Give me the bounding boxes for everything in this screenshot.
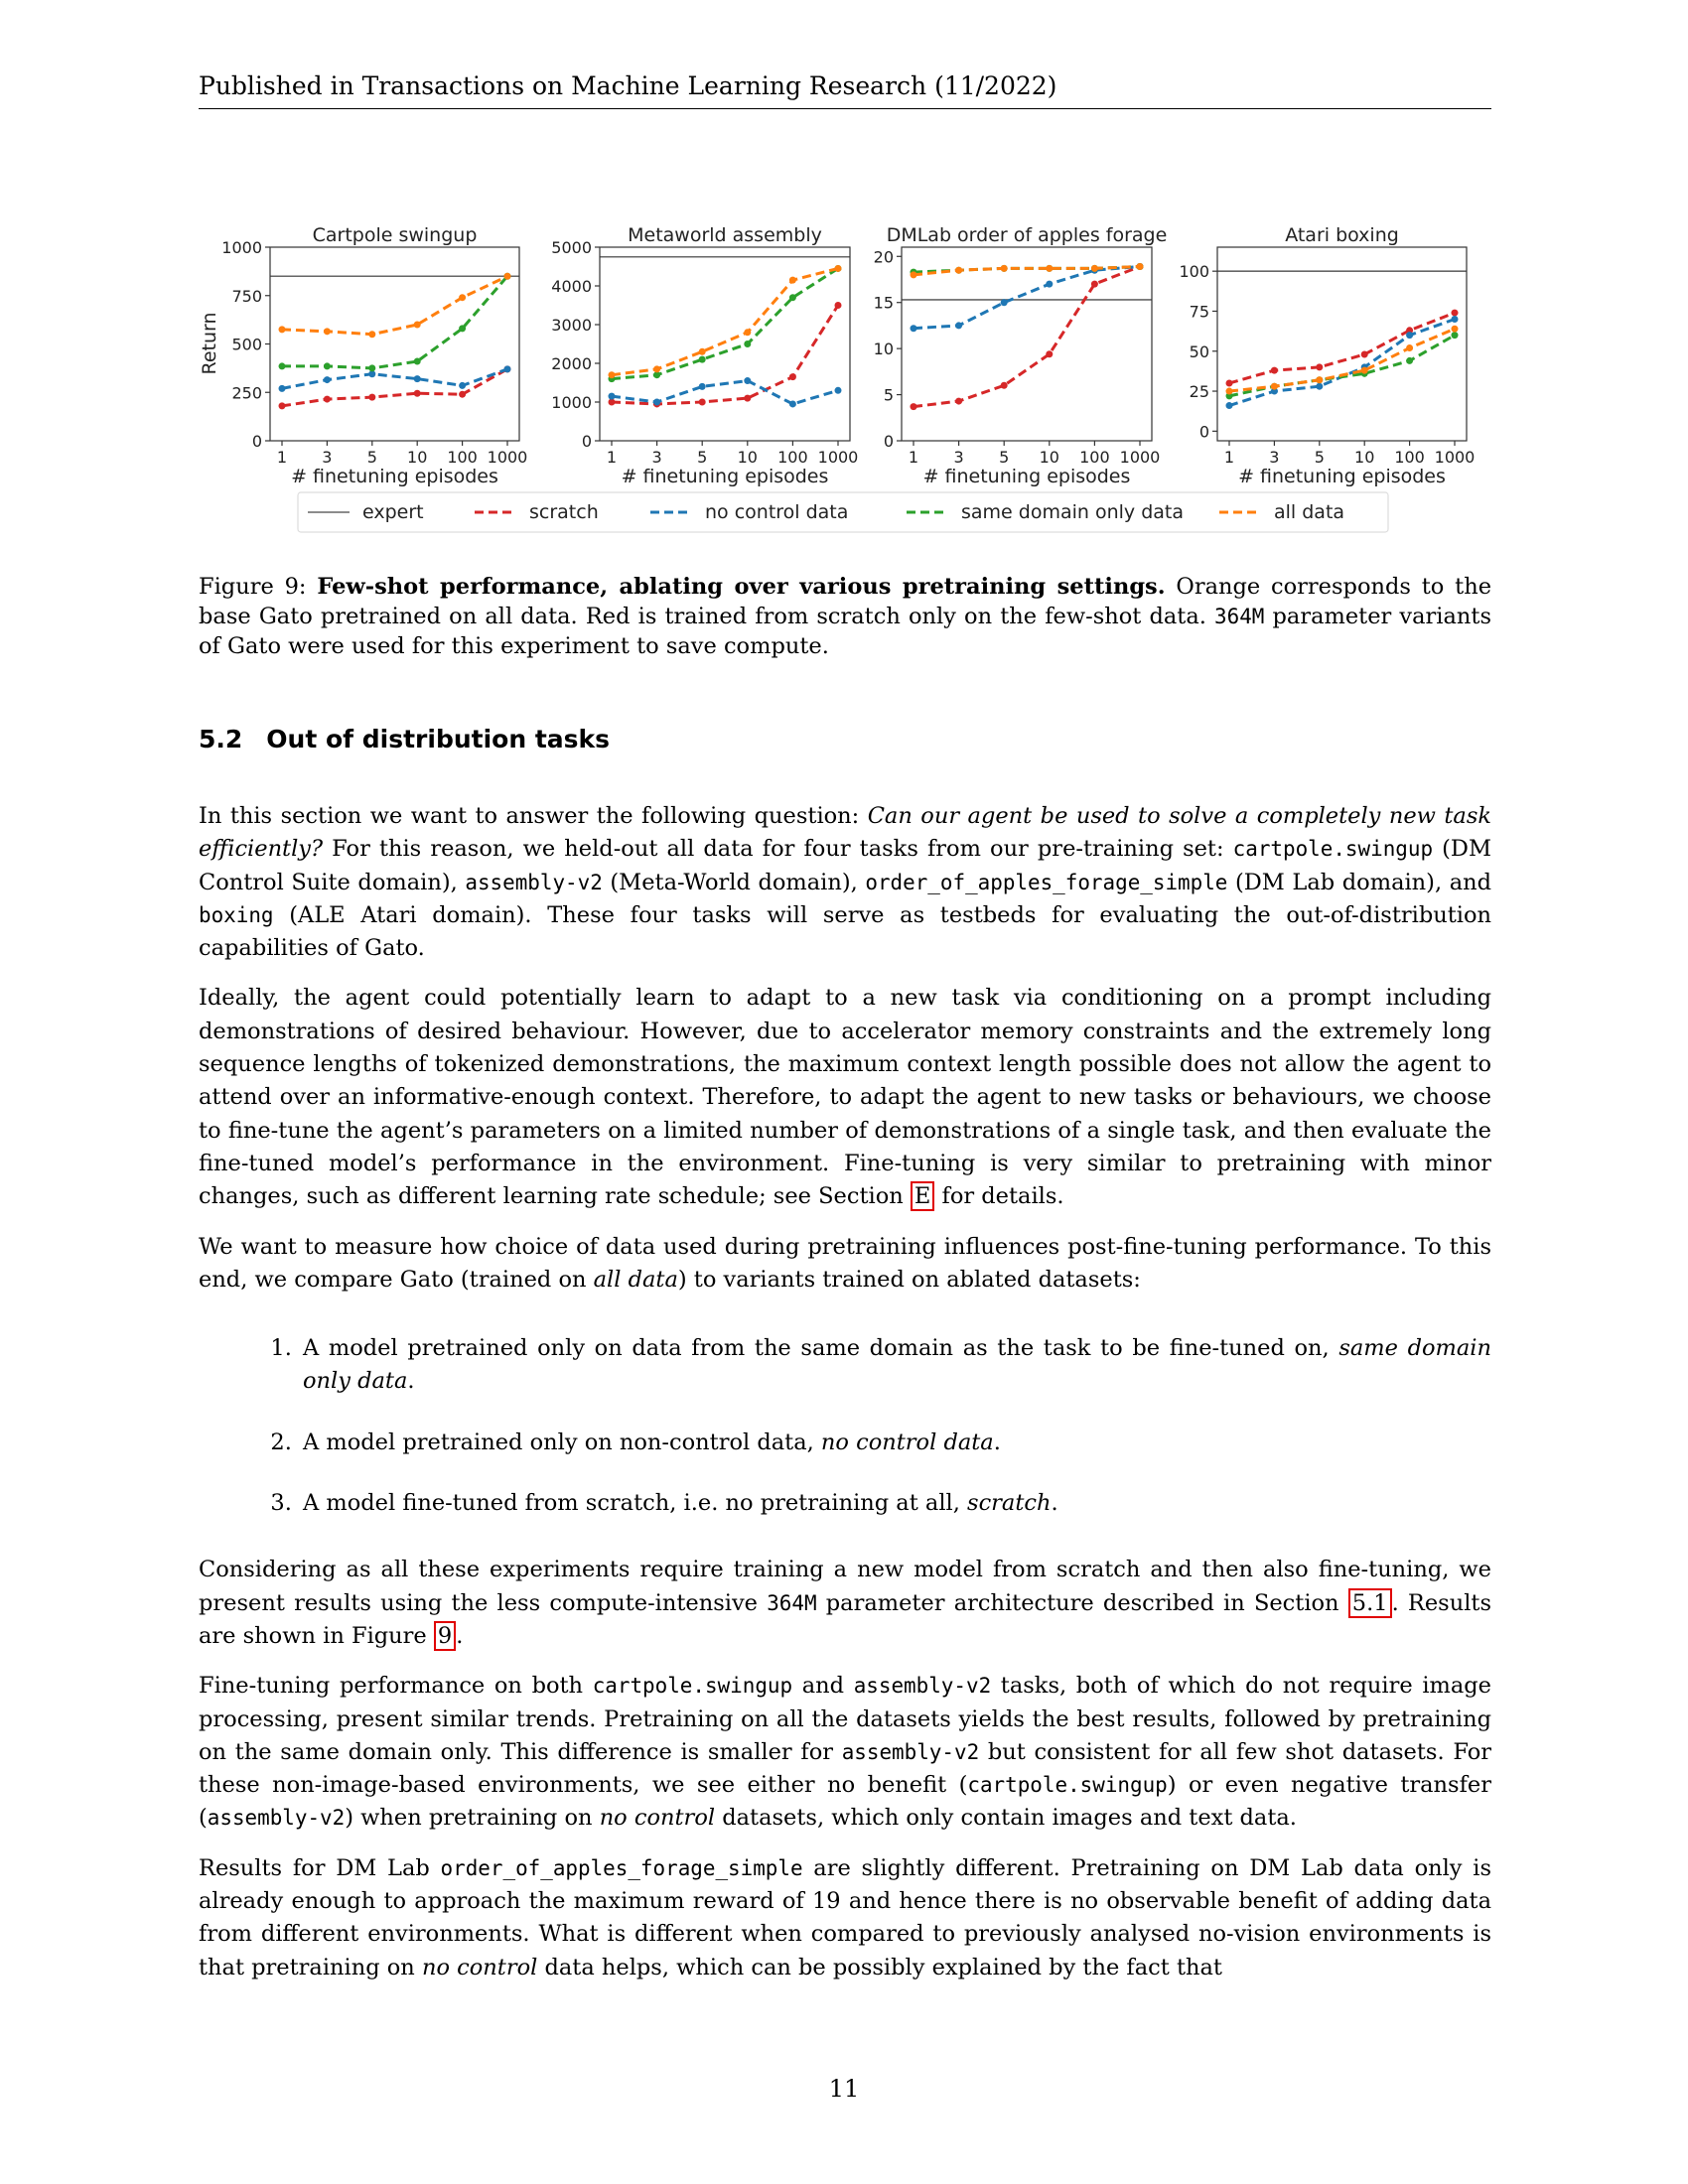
all-data-series-line <box>612 268 838 374</box>
y-tick-label: 0 <box>1198 422 1209 442</box>
y-tick-label: 0 <box>883 432 894 451</box>
no-control-series-line <box>282 369 507 389</box>
chart-title: Cartpole swingup <box>312 224 478 246</box>
no-control-point <box>414 375 421 382</box>
text: tasks, both of which do not require image processing, present similar trends. Pretraining on all the datasets yields the best results, followed by pretraining on the same domain only. This difference is smaller for <box>199 1673 1491 1765</box>
list-item <box>299 1427 1491 1459</box>
x-tick-label: 1000 <box>817 448 859 467</box>
caption-label: Figure 9: <box>199 574 307 600</box>
scratch-point <box>955 398 962 405</box>
x-axis-label: # finetuning episodes <box>1238 466 1446 487</box>
x-tick-label: 1000 <box>487 448 528 467</box>
all-data-point <box>1406 344 1413 351</box>
all-data-point <box>835 265 842 272</box>
y-tick-label: 3000 <box>551 316 592 335</box>
all-data-point <box>1091 265 1098 272</box>
text: . <box>407 1368 415 1395</box>
text: ) to variants trained on ablated datasets: <box>677 1266 1141 1293</box>
chart-title: Metaworld assembly <box>628 224 822 246</box>
scratch-point <box>699 399 706 406</box>
section-title: Out of distribution tasks <box>266 725 611 753</box>
scratch-point <box>1361 350 1368 357</box>
ablation-list <box>199 1332 1491 1520</box>
chart-title: Atari boxing <box>1285 224 1399 246</box>
text: Fine-tuning performance on both <box>199 1673 593 1700</box>
text: for details. <box>934 1183 1064 1210</box>
text: . <box>993 1429 1001 1455</box>
all-data-point <box>1226 388 1233 395</box>
no-control-point <box>1452 316 1459 323</box>
x-tick-label: 5 <box>697 448 708 467</box>
text: Results for DM Lab <box>199 1854 441 1881</box>
text: (ALE Atari domain). These four tasks will serve as testbeds for evaluating the out-of-distribution capabilities of Gato. <box>199 901 1491 962</box>
y-tick-label: 250 <box>231 383 262 403</box>
scratch-point <box>1271 367 1278 374</box>
body-text <box>199 800 1491 2001</box>
no-control-series-line <box>1229 320 1455 406</box>
code: cartpole.swingup <box>1232 837 1434 862</box>
y-tick-label: 15 <box>873 293 894 313</box>
same-domain-point <box>699 356 706 363</box>
text: data helps, which can be possibly explained by the fact that <box>537 1954 1222 1980</box>
scratch-point <box>1046 350 1053 357</box>
x-tick-label: 1 <box>1223 448 1235 467</box>
x-tick-label: 1000 <box>1434 448 1476 467</box>
text: We want to measure how choice of data used during pretraining influences post-fine-tuning performance. To this end, we compare Gato (trained on <box>199 1233 1491 1293</box>
x-tick-label: 10 <box>737 448 758 467</box>
text: . Results are shown in Figure <box>199 1589 1491 1649</box>
scratch-series-line <box>612 306 838 404</box>
caption-text: Orange corresponds to the base Gato pretrained on all data. Red is trained from scratch only on the few-shot data. <box>199 574 1492 629</box>
all-data-point <box>699 348 706 355</box>
x-tick-label: 3 <box>953 448 964 467</box>
no-control-point <box>789 400 796 407</box>
all-data-point <box>279 326 286 333</box>
text: A model pretrained only on non-control data, <box>303 1429 821 1455</box>
scratch-series-line <box>1229 313 1455 383</box>
paragraph <box>199 1670 1491 1835</box>
x-tick-label: 100 <box>777 448 808 467</box>
y-tick-label: 0 <box>581 432 592 451</box>
same-domain-point <box>789 294 796 301</box>
italic-text: no control <box>421 1954 538 1980</box>
italic-text: Can our agent be used to solve a completely new task efficiently? <box>199 803 1491 863</box>
text: and <box>792 1673 854 1700</box>
italic-text: scratch <box>967 1490 1052 1517</box>
scratch-series-line <box>282 369 507 406</box>
paragraph <box>199 1231 1491 1297</box>
scratch-point <box>1452 310 1459 317</box>
figure-link[interactable]: 9 <box>434 1621 456 1651</box>
same-domain-point <box>1452 332 1459 339</box>
all-data-point <box>459 294 466 301</box>
scratch-point <box>789 373 796 380</box>
all-data-series-line <box>282 276 507 335</box>
x-axis-label: # finetuning episodes <box>291 466 498 487</box>
code: assembly-v2 <box>853 1674 992 1699</box>
text: (DM Control Suite domain), <box>199 836 1491 895</box>
paragraph <box>199 1554 1491 1653</box>
y-tick-label: 50 <box>1189 341 1209 361</box>
text: A model fine-tuned from scratch, i.e. no pretraining at all, <box>303 1490 968 1517</box>
no-control-point <box>1316 383 1323 390</box>
y-tick-label: 10 <box>873 340 894 359</box>
code: 364M <box>767 1590 817 1615</box>
y-tick-label: 2000 <box>551 354 592 373</box>
same-domain-series-line <box>282 276 507 368</box>
paragraph <box>199 982 1491 1213</box>
section-link[interactable]: E <box>911 1181 934 1211</box>
legend-label-same-domain: same domain only data <box>961 501 1185 523</box>
all-data-point <box>1361 367 1368 374</box>
chart-title: DMLab order of apples forage <box>886 224 1168 246</box>
no-control-series-line <box>914 267 1140 329</box>
same-domain-series-line <box>612 268 838 378</box>
all-data-point <box>911 271 917 278</box>
caption-bold: Few-shot performance, ablating over various pretraining settings. <box>317 574 1166 600</box>
same-domain-point <box>744 341 751 347</box>
all-data-series-line <box>914 267 1140 275</box>
text: ) or even negative transfer ( <box>199 1772 1491 1832</box>
y-tick-label: 25 <box>1189 382 1209 402</box>
scratch-point <box>1001 382 1008 389</box>
no-control-point <box>835 387 842 394</box>
no-control-point <box>699 383 706 390</box>
y-tick-label: 500 <box>231 335 262 354</box>
same-domain-point <box>279 362 286 369</box>
code: assembly-v2 <box>841 1739 980 1764</box>
y-tick-label: 0 <box>251 432 262 451</box>
scratch-point <box>414 390 421 397</box>
y-axis-label: Return <box>199 312 220 375</box>
y-tick-label: 1000 <box>551 393 592 412</box>
code: order_of_apples_forage_simple <box>865 870 1228 894</box>
no-control-point <box>653 399 660 406</box>
no-control-point <box>324 376 331 383</box>
x-tick-label: 100 <box>1079 448 1110 467</box>
text: . <box>1051 1490 1058 1517</box>
list-item <box>299 1487 1491 1520</box>
caption-text: parameter variants of Gato were used for this experiment to save compute. <box>199 604 1491 659</box>
text: datasets, which only contain images and text data. <box>715 1805 1297 1832</box>
x-tick-label: 3 <box>651 448 662 467</box>
scratch-series-line <box>914 267 1140 407</box>
no-control-point <box>1226 402 1233 409</box>
all-data-point <box>1271 383 1278 390</box>
no-control-point <box>1001 299 1008 306</box>
no-control-point <box>1046 281 1053 288</box>
all-data-point <box>504 273 511 280</box>
section-heading <box>199 725 610 753</box>
page-number: 11 <box>828 2075 860 2103</box>
scratch-point <box>459 391 466 398</box>
y-tick-label: 100 <box>1179 262 1209 282</box>
text: parameter architecture described in Section <box>816 1589 1348 1616</box>
scratch-point <box>324 396 331 403</box>
y-tick-label: 75 <box>1189 302 1209 322</box>
text: are slightly different. Pretraining on DM Lab data only is already enough to approach the maximum reward of 19 and hence there is no observable benefit of adding data from different environments. What is different when compared to previously analysed no-vision environments is that pretraining on <box>199 1854 1491 1980</box>
x-tick-label: 5 <box>366 448 377 467</box>
text: (Meta-World domain), <box>602 869 866 895</box>
y-tick-label: 20 <box>873 247 894 267</box>
all-data-point <box>609 371 616 378</box>
scratch-point <box>368 394 375 401</box>
x-tick-label: 3 <box>1269 448 1280 467</box>
text: (DM Lab domain), and <box>1227 869 1492 895</box>
no-control-point <box>911 325 917 332</box>
italic-text: no control data <box>820 1429 994 1455</box>
all-data-point <box>653 365 660 372</box>
no-control-point <box>744 377 751 384</box>
section-link[interactable]: 5.1 <box>1348 1588 1392 1618</box>
figure-9-chart <box>194 220 1494 548</box>
code: order_of_apples_forage_simple <box>440 1855 803 1880</box>
no-control-point <box>609 393 616 400</box>
x-tick-label: 100 <box>1394 448 1425 467</box>
all-data-point <box>955 267 962 274</box>
italic-text: no control <box>599 1805 716 1832</box>
legend-label-all-data: all data <box>1274 501 1345 523</box>
x-tick-label: 10 <box>1039 448 1059 467</box>
text: For this reason, we held-out all data for four tasks from our pre-training set: <box>323 836 1233 863</box>
code: assembly-v2 <box>465 870 603 894</box>
no-control-point <box>459 382 466 389</box>
scratch-point <box>835 302 842 309</box>
paragraph <box>199 1852 1491 1984</box>
scratch-point <box>1226 379 1233 386</box>
scratch-point <box>744 395 751 402</box>
y-tick-label: 5000 <box>551 238 592 257</box>
code: cartpole.swingup <box>592 1674 793 1699</box>
same-domain-point <box>414 358 421 365</box>
x-axis-label: # finetuning episodes <box>621 466 829 487</box>
code: cartpole.swingup <box>967 1773 1168 1798</box>
text: In this section we want to answer the following question: <box>199 803 868 829</box>
all-data-point <box>1137 263 1144 270</box>
same-domain-point <box>368 364 375 371</box>
y-tick-label: 1000 <box>221 238 262 257</box>
code: assembly-v2 <box>207 1806 346 1831</box>
no-control-point <box>504 365 511 372</box>
all-data-point <box>1001 265 1008 272</box>
all-data-point <box>1316 376 1323 383</box>
x-tick-label: 10 <box>1354 448 1375 467</box>
x-tick-label: 10 <box>407 448 428 467</box>
all-data-point <box>368 331 375 338</box>
y-tick-label: 4000 <box>551 277 592 296</box>
scratch-point <box>279 402 286 409</box>
x-tick-label: 5 <box>1314 448 1325 467</box>
running-header: Published in Transactions on Machine Learning Research (11/2022) <box>199 71 1057 100</box>
legend-label-expert: expert <box>362 501 424 523</box>
all-data-point <box>789 277 796 284</box>
x-tick-label: 1 <box>908 448 919 467</box>
legend-label-scratch: scratch <box>529 501 599 523</box>
no-control-point <box>955 322 962 329</box>
all-data-point <box>1046 265 1053 272</box>
scratch-point <box>1091 281 1098 288</box>
code: boxing <box>199 902 274 927</box>
no-control-point <box>279 385 286 392</box>
same-domain-point <box>324 362 331 369</box>
same-domain-point <box>1406 357 1413 364</box>
list-item <box>299 1332 1491 1399</box>
x-tick-label: 5 <box>999 448 1010 467</box>
caption-code: 364M <box>1214 605 1265 628</box>
x-axis-label: # finetuning episodes <box>922 466 1131 487</box>
text: ) when pretraining on <box>345 1805 600 1832</box>
text: Ideally, the agent could potentially learn to adapt to a new task via conditioning on a prompt including demonstrations of desired behaviour. However, due to accelerator memory constraints and the extremely long sequence lengths of tokenized demonstrations, the maximum context length possible does not allow the agent to attend over an informative-enough context. Therefore, to adapt the agent to new tasks or behaviours, we choose to fine-tune the agent’s parameters on a limited number of demonstrations of a single task, and then evaluate the fine-tuned model’s performance in the environment. Fine-tuning is very similar to pretraining with minor changes, such as different learning rate schedule; see Section <box>199 985 1491 1210</box>
header-rule <box>199 108 1491 109</box>
no-control-point <box>1406 332 1413 339</box>
section-number: 5.2 <box>199 725 243 753</box>
plot-frame <box>1217 247 1467 441</box>
figure-9 <box>194 220 1494 548</box>
text: but consistent for all few shot datasets. For these non-image-based environments, we see either no benefit ( <box>199 1738 1491 1799</box>
x-tick-label: 100 <box>447 448 478 467</box>
all-data-point <box>1452 326 1459 333</box>
paragraph <box>199 800 1491 965</box>
italic-text: same domain only data <box>303 1335 1491 1395</box>
y-tick-label: 750 <box>231 286 262 306</box>
legend-label-no-control: no control data <box>705 501 849 523</box>
italic-text: all data <box>593 1266 678 1293</box>
scratch-point <box>1316 363 1323 370</box>
all-data-point <box>324 328 331 335</box>
scratch-point <box>911 403 917 410</box>
x-tick-label: 1 <box>606 448 618 467</box>
same-domain-point <box>459 325 466 332</box>
y-tick-label: 5 <box>883 385 894 405</box>
x-tick-label: 1000 <box>1119 448 1161 467</box>
x-tick-label: 3 <box>322 448 333 467</box>
x-tick-label: 1 <box>276 448 288 467</box>
all-data-point <box>744 329 751 336</box>
text: . <box>456 1622 464 1649</box>
text: Considering as all these experiments require training a new model from scratch and then also fine-tuning, we present results using the less compute-intensive <box>199 1557 1491 1616</box>
text: A model pretrained only on data from the same domain as the task to be fine-tuned on, <box>303 1335 1339 1362</box>
all-data-point <box>414 322 421 329</box>
figure-caption <box>199 572 1491 661</box>
